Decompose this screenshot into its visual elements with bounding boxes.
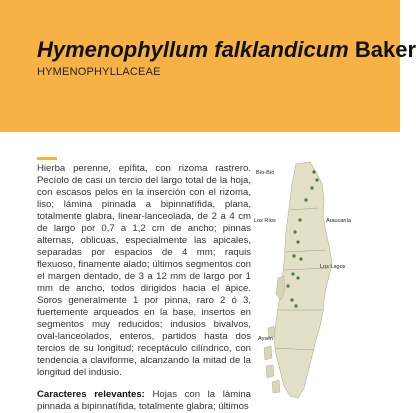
- page-title: [37, 37, 416, 63]
- map-island-2: [264, 346, 272, 360]
- map-label-araucania: Araucanía: [326, 218, 352, 224]
- map-label-loslagos: Los Lagos: [320, 264, 346, 270]
- map-label-losrios: Los Ríos: [254, 218, 276, 224]
- relevant-label: Caracteres relevantes:: [37, 389, 145, 400]
- relevant-characters: [37, 389, 251, 413]
- description-text: Hierba perenne, epífita, con rizoma rastrero. Pecíolo de casi un tercio del largo total de la hoja, con escasos pelos en la inserción con el rizoma, liso; lámina pinnada a bipinnatífida, plana, totalmente glabra, linear-lanceolada, de 2 a 4 cm de largo por 0,7 a 1,2 cm de ancho; pinnas alternas, oblicuas, especialmente las apicales, separadas por espacios de 4 mm; raquis flexuoso, finamente alado; últimos segmentos con el margen dentado, de 3 a 12 mm de largo por 1 mm de ancho, todos dirigidos hacia el ápice. Soros generalmente 1 por pinna, raro 2 ó 3, fuertemente arqueados en la base, insertos en segmentos muy reducidos; indusios bivalvos, oval-lanceolados, enteros, partidos hasta dos tercios de su longitud; receptáculo cilíndrico, con tendencia a claviforme, alcanzando la mitad de la longitud del indusio.: [37, 163, 251, 378]
- accent-rule: [37, 157, 57, 160]
- species-author: Baker: [354, 37, 416, 62]
- description-block: [37, 163, 251, 413]
- species-name: Hymenophyllum falklandicum: [37, 37, 349, 62]
- distribution-map: [254, 160, 400, 400]
- map-graphic: [254, 160, 400, 400]
- relevant-text: Hojas con la lámina pinnada a bipinnatífida, totalmente glabra; últimos: [37, 389, 251, 412]
- map-island-4: [272, 380, 280, 393]
- map-label-aysen: Aysén: [258, 336, 274, 342]
- map-label-biobio: Bío-Bío: [256, 170, 275, 176]
- map-island-3: [266, 365, 274, 378]
- header-band: [0, 0, 416, 132]
- family-name: HYMENOPHYLLACEAE: [37, 66, 161, 78]
